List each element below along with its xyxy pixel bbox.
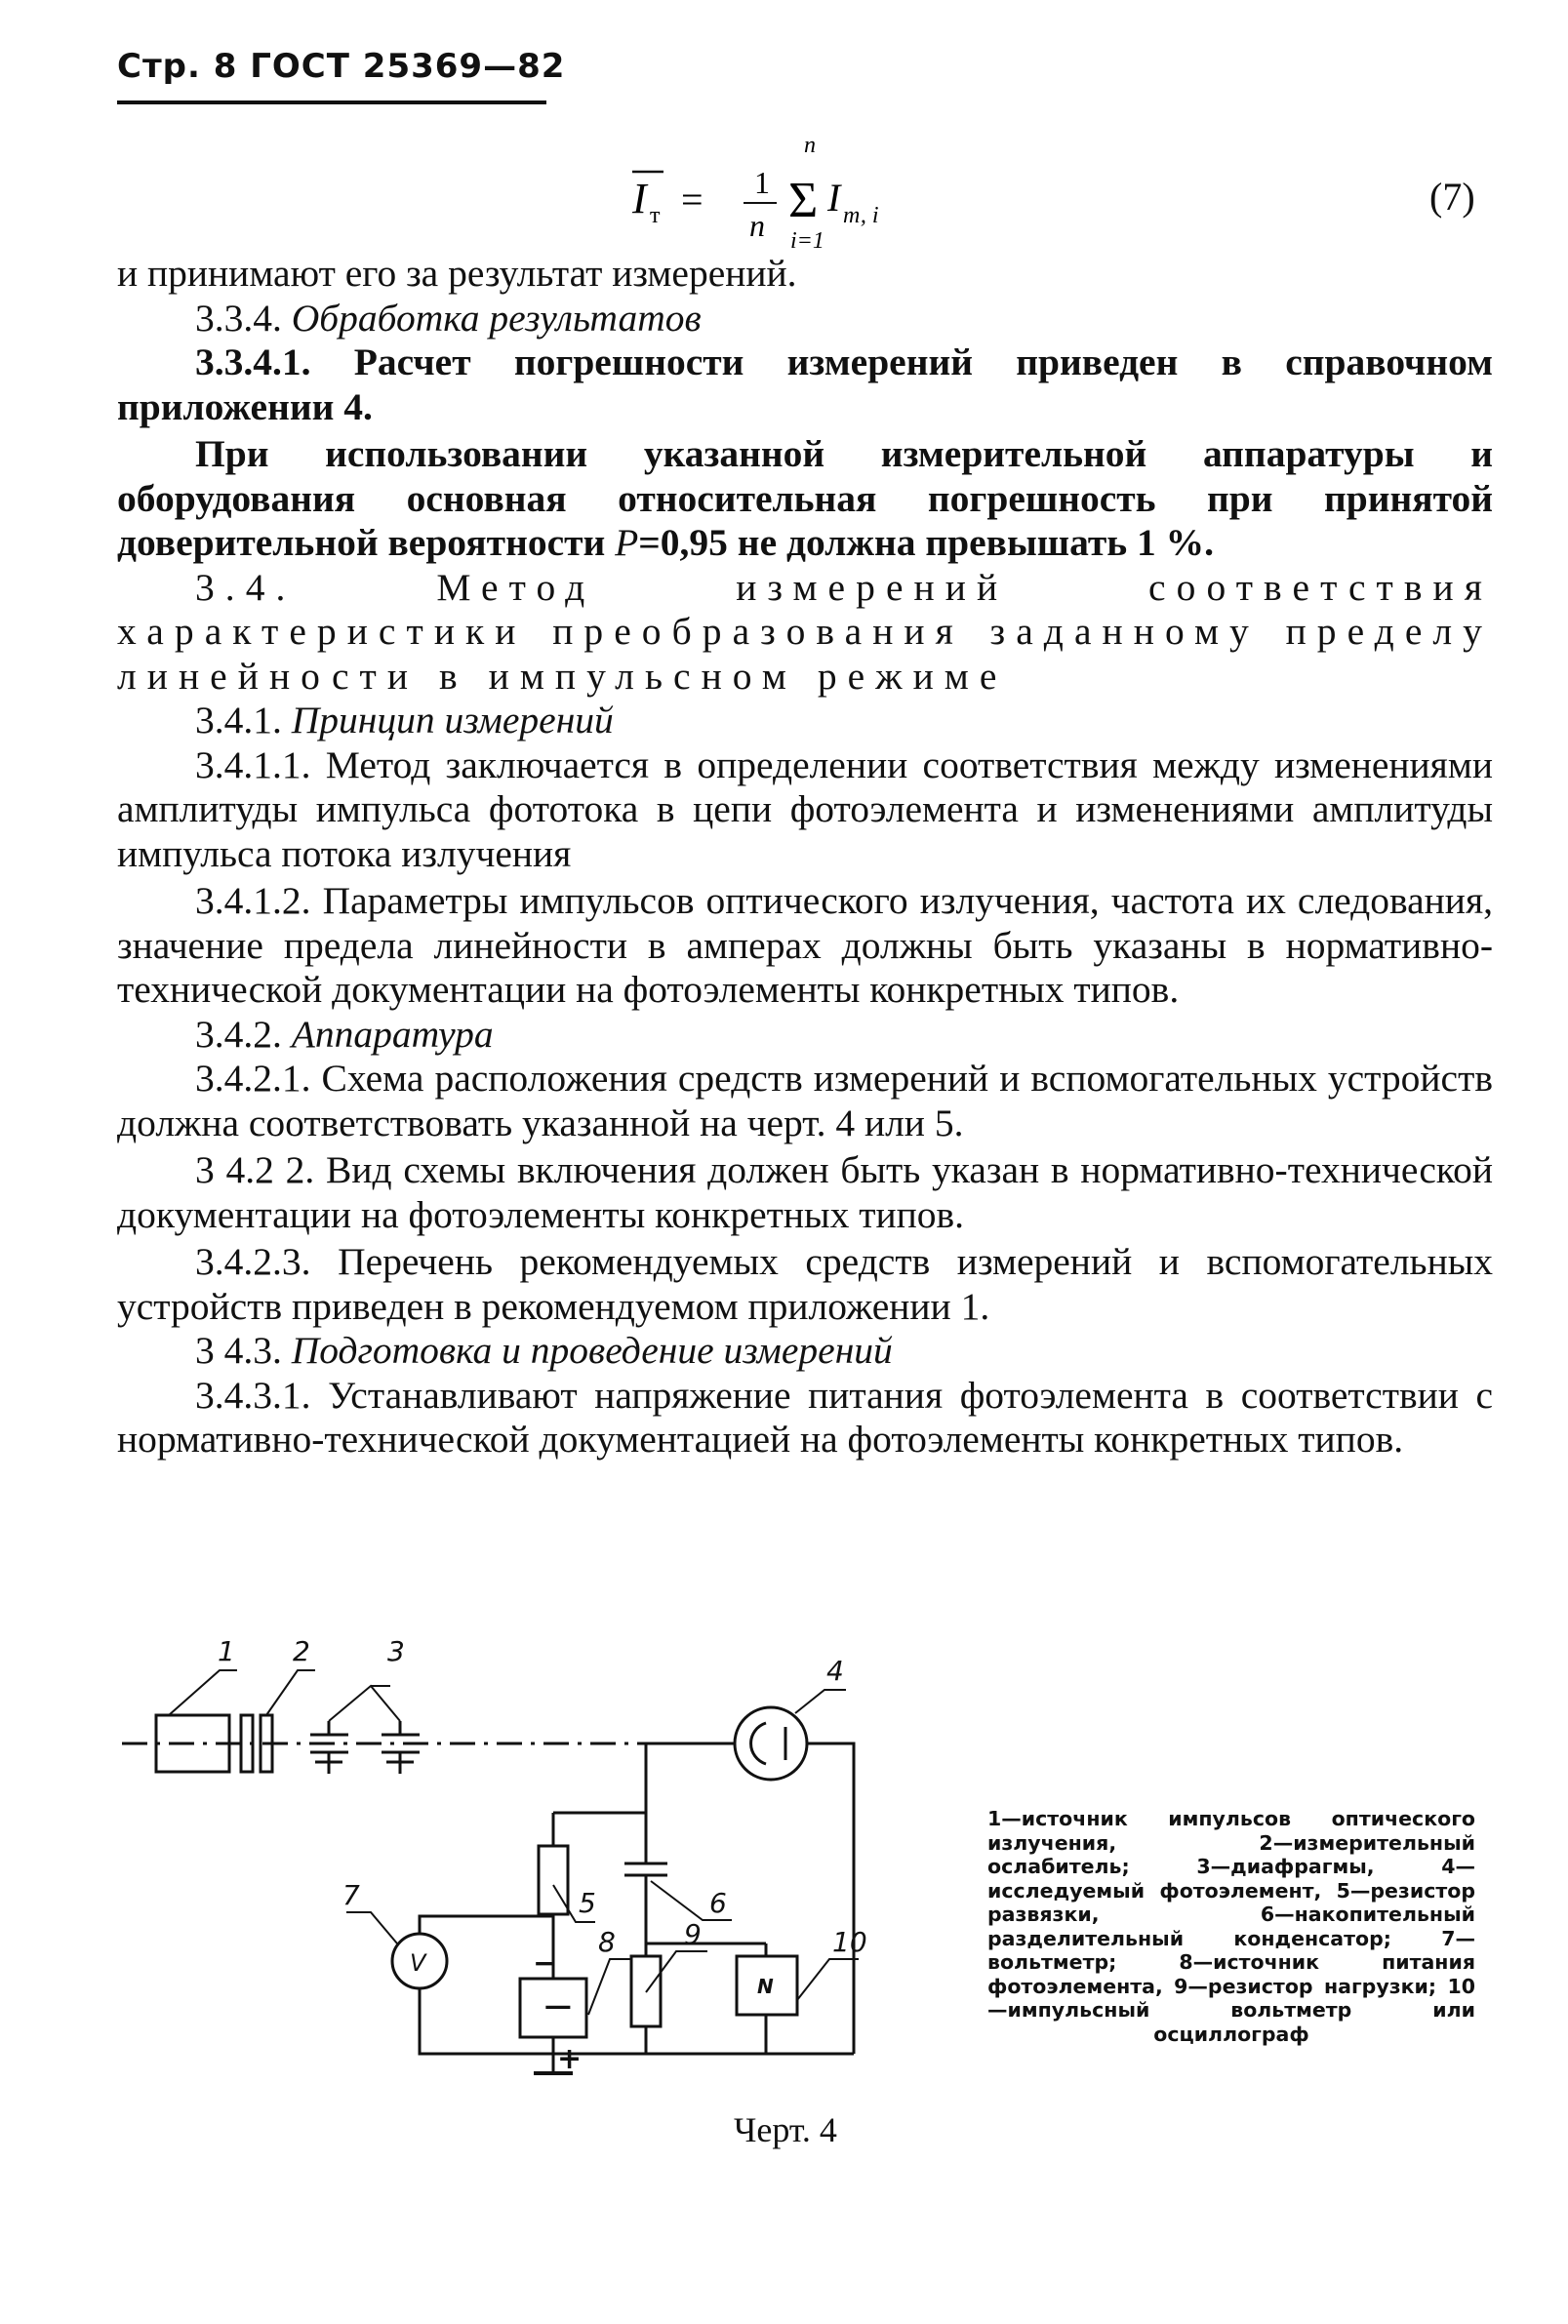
figure-caption: Черт. 4 [734,2110,837,2149]
photocathode [751,1723,766,1764]
paragraph: 3 4.2 2. Вид схемы включения должен быть указан в нормативно-технической документации на фотоэлементы конкретных типов. [117,1148,1493,1236]
formula-equals: = [681,178,704,221]
paragraph [117,432,1493,566]
diaphragm [310,1721,348,1774]
label-4: 4 [826,1655,844,1687]
sum-term: I [827,176,841,220]
paragraph: 3.4.2.3. Перечень рекомендуемых средств измерений и вспомогательных устройств приведен в рекомендуемом приложении 1. [117,1240,1493,1328]
label-5: 5 [579,1887,596,1919]
paragraph-bold-tail: =0,95 не должна превышать 1 %. [638,521,1215,564]
formula-lhs-sub: т [650,203,661,228]
formula-7 [624,115,1503,261]
formula-lhs: I [632,175,647,222]
equation-number: (7) [1429,175,1475,219]
section-title: Обработка результатов [291,296,702,340]
formula-variable: P [615,521,639,564]
wire [646,1743,735,1813]
pulse-meter-symbol: N [757,1975,774,1998]
subsection-heading [117,297,1493,341]
label-1: 1 [218,1635,235,1667]
paragraph: 3.3.4.1. Расчет погрешности измерений приведен в справочном приложении 4. [117,341,1493,428]
voltmeter-symbol: V [410,1949,426,1977]
decoupling-resistor [539,1846,568,1914]
paragraph: 3.4.2.1. Схема расположения средств измерений и вспомогательных устройств должна соответствовать указанной на черт. 4 или 5. [117,1057,1493,1144]
sum-sign: Σ [788,173,819,228]
subsection-heading [117,1013,1493,1058]
paragraph-bold: При использовании указанной измерительной аппаратуры и оборудования основная относительная погрешность при принятой доверительной вероятности [117,432,1493,564]
sum-upper: n [804,133,816,158]
leader-line [169,1670,237,1715]
label-9: 9 [684,1918,702,1950]
section-heading: 3.4. Метод измерений соответствия характеристики преобразования заданному пределу линейности в импульсном режиме [117,565,1493,698]
subsection-heading [117,1329,1493,1374]
header-rule [117,100,546,104]
wire [420,1916,553,1934]
section-number: 3.3.4. [195,296,282,340]
circuit-diagram [112,1629,995,2088]
label-10: 10 [832,1926,867,1958]
sum-term-sub: т, i [843,203,879,228]
diaphragm [382,1721,420,1774]
paragraph: и принимают его за результат измерений. [117,252,797,295]
label-6: 6 [709,1887,727,1919]
section-number: 3.4.1. [195,699,282,741]
label-3: 3 [387,1635,405,1667]
supply-minus-sign: − [542,1984,575,2029]
photoelement [735,1707,807,1780]
formula-denominator: n [749,208,765,243]
leader-line [797,1959,859,2000]
supply-plus-terminal: + [557,2042,583,2076]
leader-line [329,1686,400,1721]
leader-line [346,1912,397,1943]
leader-line [266,1670,315,1715]
paragraph: 3.4.1.2. Параметры импульсов оптического излучения, частота их следования, значение предела линейности в амперах должны быть указаны в нормативно-технической документации на фотоэлементы конкретных типов. [117,879,1493,1011]
label-8: 8 [598,1926,616,1958]
formula-numerator: 1 [754,165,770,200]
label-2: 2 [293,1635,310,1667]
body-text [117,252,1493,1463]
sum-lower: i=1 [790,228,824,254]
paragraph: 3.4.1.1. Метод заключается в определении соответствия между изменениями амплитуды импульса фототока в цепи фотоэлемента и изменениями амплитуды импульса потока излучения [117,742,1493,875]
section-title: Принцип измерений [291,699,614,741]
label-7: 7 [342,1879,360,1911]
diagram-legend: 1—источник импульсов оптического излучения, 2—измерительный ослабитель; 3—диафрагмы, 4—исследуемый фотоэлемент, 5—резистор развязки, 6—накопительный разделительный конденсатор; 7—вольтметр; 8—источник питания фотоэлемента, 9—резистор нагрузки; 10—импульсный вольтметр или осциллограф [987,1807,1475,2046]
section-title: Аппаратура [291,1012,494,1056]
leader-line [795,1690,846,1713]
supply-minus-terminal: − [533,1946,558,1981]
paragraph: 3.4.3.1. Устанавливают напряжение питания фотоэлемента в соответствии с нормативно-технической документацией на фотоэлементы конкретных типов. [117,1373,1493,1461]
page-header: Стр. 8 ГОСТ 25369—82 [117,47,566,86]
subsection-heading [117,699,1493,743]
section-number: 3 4.3. [195,1329,282,1372]
section-number: 3.4.2. [195,1012,282,1056]
section-title: Подготовка и проведение измерений [291,1329,893,1372]
leader-line [588,1959,631,2015]
wire [420,1988,854,2054]
